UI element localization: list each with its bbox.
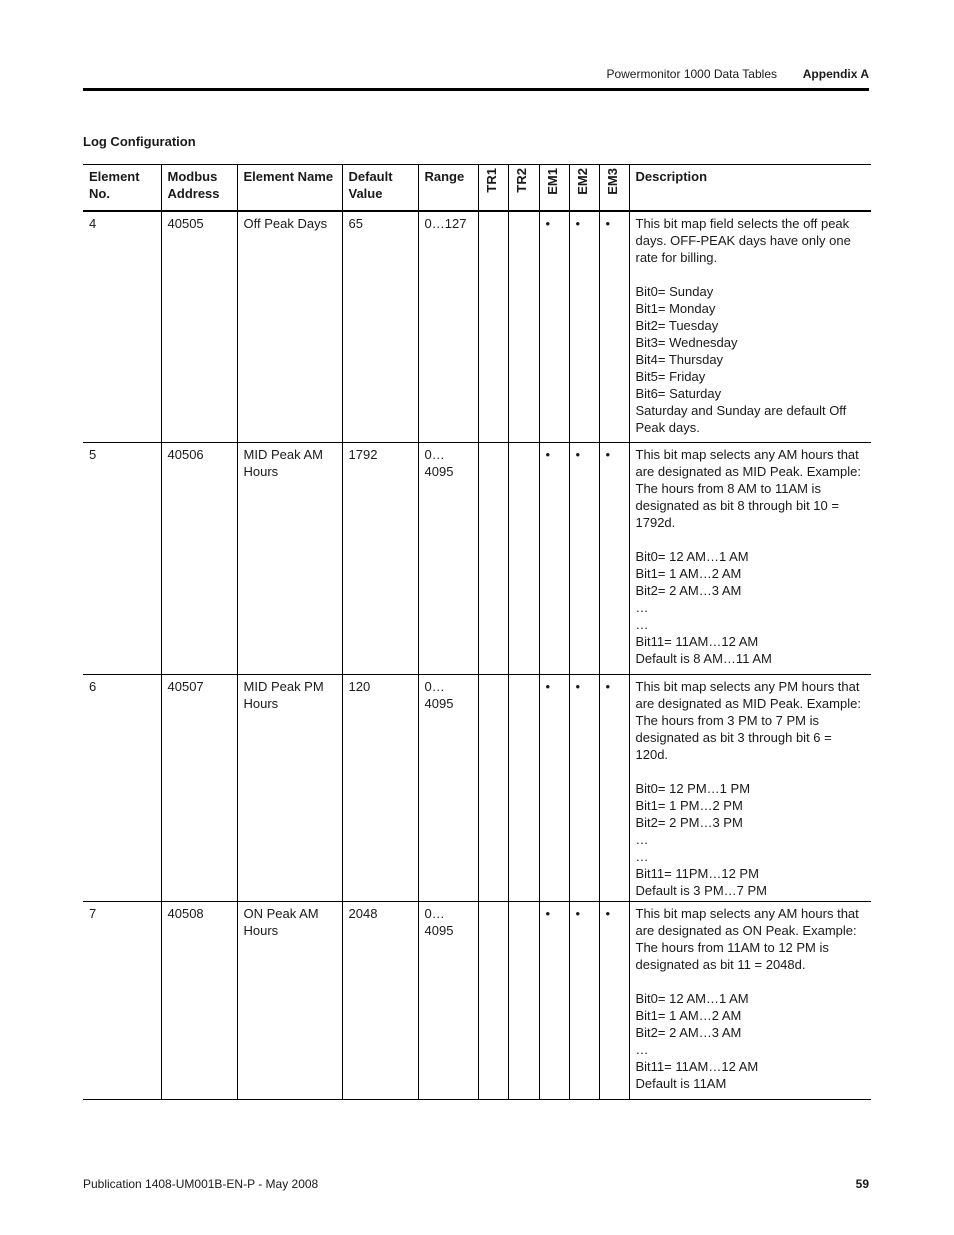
cell-modbus-address: 40506: [161, 443, 237, 675]
cell-tr1: [478, 675, 508, 902]
col-header-description: Description: [629, 165, 871, 211]
cell-tr1: [478, 443, 508, 675]
col-header-default-value: Default Value: [342, 165, 418, 211]
cell-em2: •: [569, 675, 599, 902]
appendix-label: Appendix A: [802, 67, 869, 81]
cell-default-value: 120: [342, 675, 418, 902]
cell-description: This bit map selects any PM hours that are designated as MID Peak. Example: The hours from 3 PM to 7 PM is designated as bit 3 through bit 6 = 120d. Bit0= 12 PM…1 PM Bit1= 1 PM…2 PM Bit2= 2 PM…3 PM … … Bit11= 11PM…12 PM Default is 3 PM…7 PM: [629, 675, 871, 902]
table-row: [83, 675, 871, 902]
cell-tr2: [508, 675, 539, 902]
cell-em3: •: [599, 443, 629, 675]
cell-em1: •: [539, 902, 569, 1100]
cell-em3: •: [599, 902, 629, 1100]
cell-em2: •: [569, 902, 599, 1100]
cell-range: 0… 4095: [418, 902, 478, 1100]
col-header-em2: EM2: [569, 165, 599, 211]
cell-element-name: MID Peak AM Hours: [237, 443, 342, 675]
page-number: 59: [855, 1177, 869, 1191]
cell-em2: •: [569, 443, 599, 675]
cell-description: This bit map selects any AM hours that are designated as MID Peak. Example: The hours from 8 AM to 11AM is designated as bit 8 through bit 10 = 1792d. Bit0= 12 AM…1 AM Bit1= 1 AM…2 AM Bit2= 2 AM…3 AM … … Bit11= 11AM…12 AM Default is 8 AM…11 AM: [629, 443, 871, 675]
cell-tr1: [478, 902, 508, 1100]
cell-element-no: 4: [83, 211, 161, 443]
log-configuration-table: [83, 164, 871, 1100]
cell-em1: •: [539, 443, 569, 675]
cell-range: 0… 4095: [418, 443, 478, 675]
table-row: [83, 443, 871, 675]
cell-description: This bit map field selects the off peak days. OFF-PEAK days have only one rate for billing. Bit0= Sunday Bit1= Monday Bit2= Tuesday Bit3= Wednesday Bit4= Thursday Bit5= Friday Bit6= Saturday Saturday and Sunday are default Off Peak days.: [629, 211, 871, 443]
cell-range: 0… 4095: [418, 675, 478, 902]
section-title: Log Configuration: [83, 134, 196, 149]
cell-element-no: 6: [83, 675, 161, 902]
cell-default-value: 2048: [342, 902, 418, 1100]
publication-id: Publication 1408-UM001B-EN-P - May 2008: [83, 1177, 319, 1191]
col-header-element-no: Element No.: [83, 165, 161, 211]
cell-em1: •: [539, 211, 569, 443]
page-header: [83, 60, 869, 91]
cell-element-no: 7: [83, 902, 161, 1100]
col-header-em3: EM3: [599, 165, 629, 211]
cell-default-value: 1792: [342, 443, 418, 675]
cell-tr2: [508, 902, 539, 1100]
cell-element-no: 5: [83, 443, 161, 675]
cell-tr2: [508, 443, 539, 675]
table-row: [83, 211, 871, 443]
cell-modbus-address: 40507: [161, 675, 237, 902]
document-title: Powermonitor 1000 Data Tables: [606, 67, 777, 81]
cell-em3: •: [599, 675, 629, 902]
col-header-range: Range: [418, 165, 478, 211]
cell-modbus-address: 40505: [161, 211, 237, 443]
col-header-element-name: Element Name: [237, 165, 342, 211]
cell-tr2: [508, 211, 539, 443]
cell-tr1: [478, 211, 508, 443]
cell-modbus-address: 40508: [161, 902, 237, 1100]
col-header-tr2: TR2: [508, 165, 539, 211]
cell-em1: •: [539, 675, 569, 902]
cell-default-value: 65: [342, 211, 418, 443]
col-header-em1: EM1: [539, 165, 569, 211]
cell-range: 0…127: [418, 211, 478, 443]
col-header-modbus-address: Modbus Address: [161, 165, 237, 211]
table-header-row: [83, 165, 871, 211]
cell-element-name: ON Peak AM Hours: [237, 902, 342, 1100]
cell-description: This bit map selects any AM hours that are designated as ON Peak. Example: The hours from 11AM to 12 PM is designated as bit 11 = 2048d. Bit0= 12 AM…1 AM Bit1= 1 AM…2 AM Bit2= 2 AM…3 AM … Bit11= 11AM…12 AM Default is 11AM: [629, 902, 871, 1100]
cell-element-name: MID Peak PM Hours: [237, 675, 342, 902]
col-header-tr1: TR1: [478, 165, 508, 211]
cell-em3: •: [599, 211, 629, 443]
cell-em2: •: [569, 211, 599, 443]
table-row: [83, 902, 871, 1100]
cell-element-name: Off Peak Days: [237, 211, 342, 443]
